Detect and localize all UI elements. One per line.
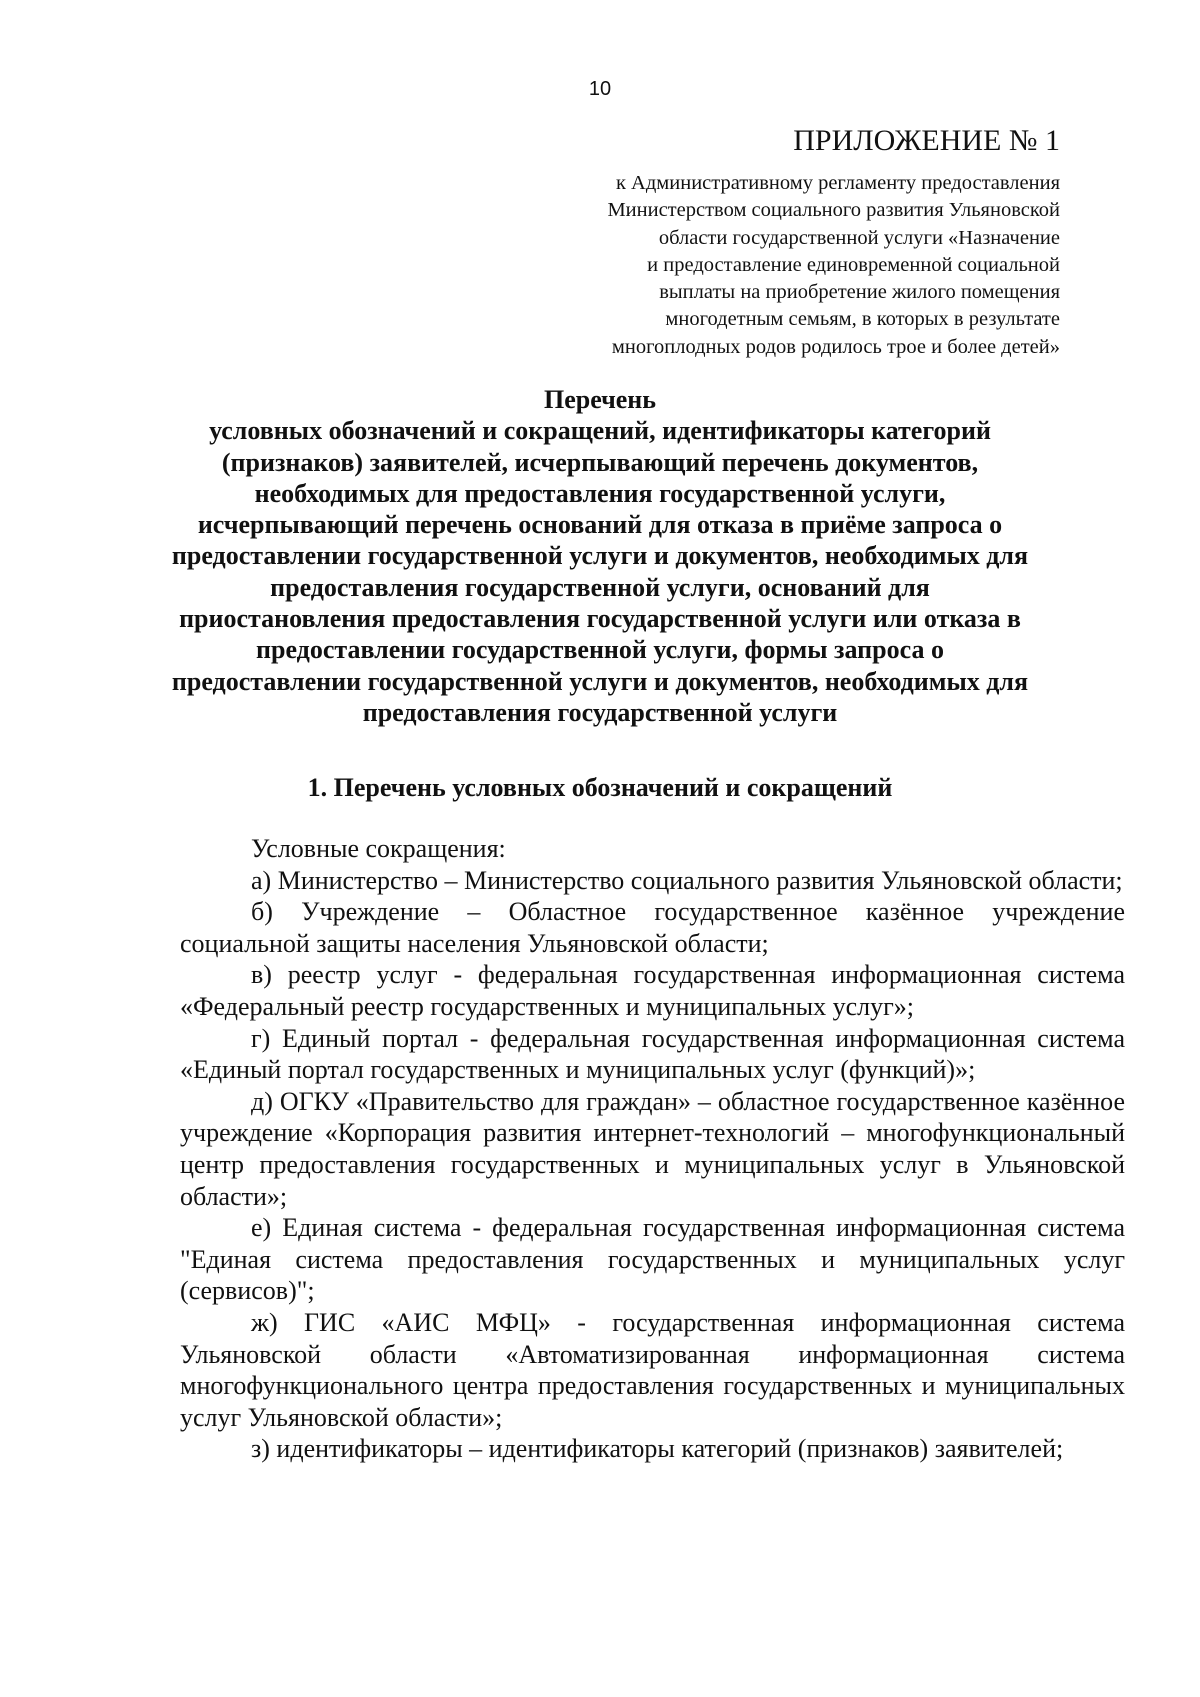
heading-line: предоставлении государственной услуги, формы запроса о — [256, 635, 944, 665]
abbreviation-item: а) Министерство – Министерство социального развития Ульяновской области; — [251, 865, 1123, 895]
appendix-subtitle — [500, 170, 1060, 361]
appendix-line: выплаты на приобретение жилого помещения — [659, 281, 1060, 304]
section-body — [180, 833, 1125, 1465]
heading-line: предоставления государственной услуги — [362, 697, 838, 727]
abbreviations-intro: Условные сокращения: — [251, 834, 506, 863]
abbreviation-item: б) Учреждение – Областное государственное казённое учреждение социальной защиты населения Ульяновской области; — [180, 897, 1125, 958]
abbreviation-item: д) ОГКУ «Правительство для граждан» – областное государственное казённое учреждение «Корпорация развития интернет-технологий – многофункциональный центр предоставления государственных и муниципальных услуг в Ульяновской области»; — [180, 1086, 1125, 1211]
heading-line: предоставлении государственной услуги и документов, необходимых для — [171, 541, 1029, 571]
abbreviation-item: ж) ГИС «АИС МФЦ» - государственная информационная система Ульяновской области «Автоматизированная информационная система многофункционального центра предоставления государственных и муниципальных услуг Ульяновской области»; — [180, 1307, 1125, 1432]
appendix-title: ПРИЛОЖЕНИЕ № 1 — [793, 124, 1060, 157]
section-heading: 1. Перечень условных обозначений и сокращений — [307, 773, 893, 802]
abbreviation-item: г) Единый портал - федеральная государственная информационная система «Единый портал государственных и муниципальных услуг (функций)»; — [180, 1023, 1125, 1085]
document-heading — [0, 384, 1200, 728]
appendix-line: многоплодных родов родилось трое и более детей» — [611, 335, 1060, 358]
abbreviation-item: е) Единая система - федеральная государственная информационная система "Единая система предоставления государственных и муниципальных услуг (сервисов)"; — [180, 1213, 1125, 1306]
heading-line: исчерпывающий перечень оснований для отказа в приёме запроса о — [197, 510, 1003, 540]
heading-line: приостановления предоставления государственной услуги или отказа в — [179, 604, 1021, 634]
appendix-line: Министерством социального развития Ульяновской — [607, 199, 1060, 222]
page-number: 10 — [588, 78, 612, 100]
heading-line: предоставлении государственной услуги и документов, необходимых для — [171, 666, 1029, 696]
abbreviation-item: з) идентификаторы – идентификаторы категорий (признаков) заявителей; — [251, 1434, 1064, 1464]
appendix-line: и предоставление единовременной социальной — [647, 253, 1060, 276]
heading-line: условных обозначений и сокращений, идентификаторы категорий — [209, 416, 991, 446]
abbreviation-item: в) реестр услуг - федеральная государственная информационная система «Федеральный реестр государственных и муниципальных услуг»; — [180, 960, 1125, 1021]
heading-line: Перечень — [543, 385, 657, 414]
appendix-line: к Административному регламенту предоставления — [615, 172, 1060, 194]
heading-line: предоставления государственной услуги, оснований для — [270, 572, 930, 602]
heading-line: необходимых для предоставления государственной услуги, — [254, 478, 946, 508]
appendix-line: многодетным семьям, в которых в результате — [665, 308, 1060, 331]
heading-line: (признаков) заявителей, исчерпывающий перечень документов, — [221, 447, 979, 477]
appendix-line: области государственной услуги «Назначение — [658, 226, 1060, 249]
